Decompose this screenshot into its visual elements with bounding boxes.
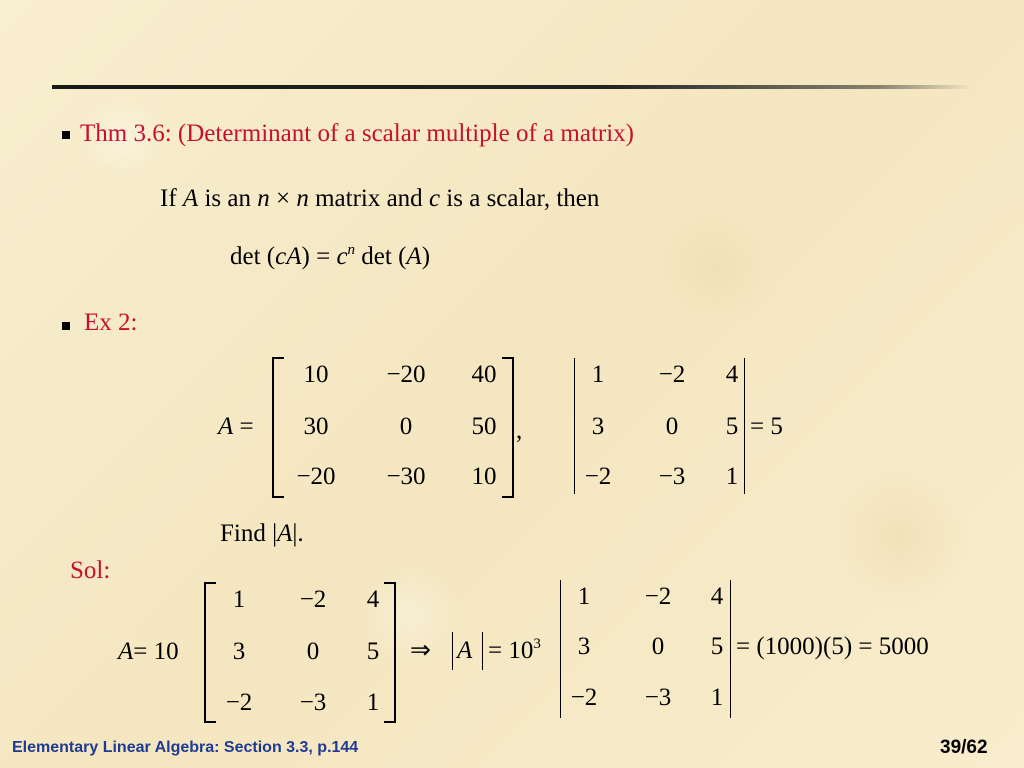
theorem-formula <box>230 242 430 272</box>
sol-exp: 3 <box>533 636 541 652</box>
formula-c: c <box>336 243 348 270</box>
ex-det-cell-r1c2: −2 <box>658 361 686 388</box>
ex-matrix-cell-r2c2: 0 <box>399 413 413 440</box>
sol-det-cell-r3c3: 1 <box>710 684 724 711</box>
stmt-c: c <box>428 185 441 212</box>
ex-matrix-cell-r2c3: 50 <box>471 413 497 440</box>
stmt-n2: n <box>296 185 309 212</box>
find-bar-l: | <box>272 520 278 547</box>
theorem-title: Thm 3.6: (Determinant of a scalar multiple of a matrix) <box>80 120 634 147</box>
sol-matrix-cell-r1c3: 4 <box>366 586 380 613</box>
find-abs-text <box>272 520 304 547</box>
stmt-is-scalar: is a scalar, then <box>446 185 600 212</box>
example-eq: = <box>239 413 254 440</box>
sol-A-label: A <box>118 638 134 665</box>
ex-matrix-cell-r3c1: −20 <box>296 463 336 490</box>
example-comma: , <box>516 417 523 444</box>
formula-A: A <box>406 243 422 270</box>
ex-det-cell-r3c3: 1 <box>725 463 739 490</box>
ex-matrix-cell-r3c2: −30 <box>386 463 426 490</box>
bullet-example <box>62 322 70 330</box>
sol-eq-ten-text: = 10 <box>488 637 534 664</box>
sol-det-cell-r1c1: 1 <box>577 583 591 610</box>
title-rule <box>52 85 972 89</box>
sol-matrix-cell-r2c1: 3 <box>232 638 246 665</box>
sol-abs-bar-right <box>482 632 483 670</box>
footer-source: Elementary Linear Algebra: Section 3.3, p.144 <box>12 739 359 756</box>
example-A-label: A <box>218 413 234 440</box>
stmt-times: × <box>275 185 291 212</box>
stmt-is-an: is an <box>204 185 251 212</box>
stmt-if: If <box>160 185 177 212</box>
find-A: A <box>277 520 293 547</box>
sol-det-cell-r2c2: 0 <box>651 633 665 660</box>
ex-det-cell-r2c1: 3 <box>591 413 605 440</box>
sol-matrix-cell-r1c1: 1 <box>232 586 246 613</box>
stmt-matrix-and: matrix and <box>315 185 423 212</box>
sol-eq-ten <box>488 636 541 666</box>
find-prefix: Find <box>220 520 266 547</box>
stmt-A: A <box>182 185 199 212</box>
sol-matrix-cell-r3c2: −3 <box>299 689 327 716</box>
ex-det-cell-r2c2: 0 <box>665 413 679 440</box>
ex-matrix-cell-r1c2: −20 <box>386 361 426 388</box>
solution-label: Sol: <box>70 557 111 584</box>
ex-det-cell-r3c1: −2 <box>584 463 612 490</box>
example-find <box>220 519 304 549</box>
formula-close-eq: ) = <box>301 243 331 270</box>
formula-cA: cA <box>275 243 302 270</box>
formula-det-open2: det ( <box>361 243 407 270</box>
sol-result: = (1000)(5) = 5000 <box>736 633 929 660</box>
sol-matrix-cell-r1c2: −2 <box>299 586 327 613</box>
example-A-equals <box>218 412 254 442</box>
stmt-n1: n <box>257 185 270 212</box>
example-det-result: = 5 <box>750 413 783 440</box>
sol-matrix-cell-r2c2: 0 <box>306 638 320 665</box>
sol-det-cell-r3c1: −2 <box>570 684 598 711</box>
solution-A-equals <box>118 637 179 667</box>
ex-det-cell-r2c3: 5 <box>725 413 739 440</box>
sol-det-cell-r2c3: 5 <box>710 633 724 660</box>
formula-det-open: det ( <box>230 243 276 270</box>
sol-matrix-cell-r3c1: −2 <box>225 689 253 716</box>
sol-det-cell-r1c2: −2 <box>644 583 672 610</box>
bullet-theorem <box>62 131 70 139</box>
ex-matrix-cell-r2c1: 30 <box>303 413 329 440</box>
ex-det-cell-r1c1: 1 <box>591 361 605 388</box>
sol-abs-bar-left <box>452 632 453 670</box>
ex-matrix-cell-r1c1: 10 <box>303 361 329 388</box>
formula-close: ) <box>421 243 431 270</box>
sol-det-cell-r1c3: 4 <box>710 583 724 610</box>
find-bar-r: |. <box>292 520 304 547</box>
ex-det-cell-r3c2: −3 <box>658 463 686 490</box>
sol-det-cell-r2c1: 3 <box>577 633 591 660</box>
sol-absA: A <box>457 637 473 664</box>
formula-n: n <box>347 242 356 258</box>
sol-matrix-cell-r2c3: 5 <box>366 638 380 665</box>
ex-matrix-cell-r3c3: 10 <box>471 463 497 490</box>
theorem-statement <box>160 184 599 214</box>
sol-matrix-cell-r3c3: 1 <box>366 689 380 716</box>
example-matrix-bracket-left <box>272 357 284 498</box>
sol-implies: ⇒ <box>410 637 431 664</box>
sol-eq-scalar: = 10 <box>133 638 179 665</box>
example-label: Ex 2: <box>84 309 138 336</box>
ex-matrix-cell-r1c3: 40 <box>471 361 497 388</box>
ex-det-cell-r1c3: 4 <box>725 361 739 388</box>
footer-page-number: 39/62 <box>940 737 988 758</box>
sol-det-cell-r3c2: −3 <box>644 684 672 711</box>
